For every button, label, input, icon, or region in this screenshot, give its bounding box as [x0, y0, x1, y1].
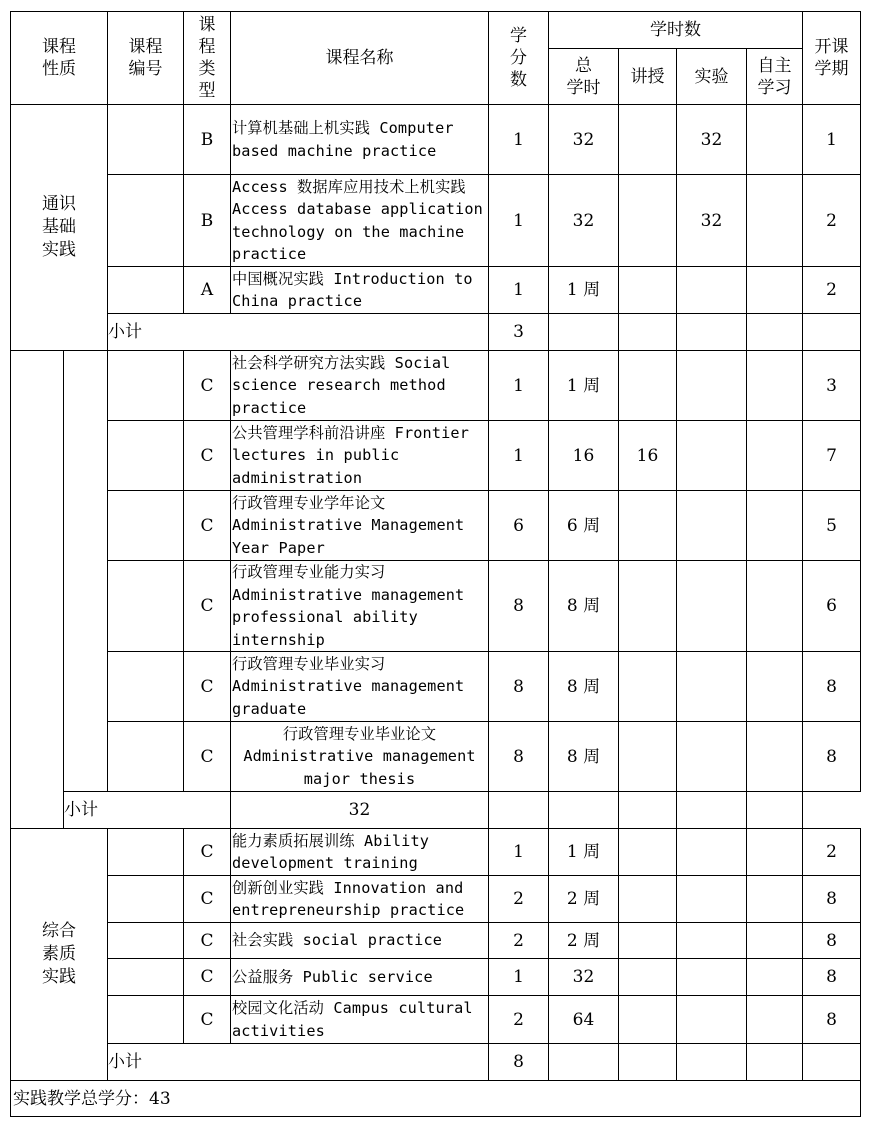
header-lecture: 讲授	[619, 49, 677, 105]
course-credits: 1	[489, 829, 549, 876]
subtotal-empty-cell	[677, 1044, 747, 1081]
course-self-study-hours	[747, 722, 803, 792]
course-self-study-hours	[747, 829, 803, 876]
course-type: C	[184, 561, 231, 652]
course-code	[108, 421, 184, 491]
course-name: 社会实践 social practice	[231, 923, 489, 959]
course-total-hours: 2 周	[549, 923, 619, 959]
course-type: B	[184, 175, 231, 267]
subtotal-empty-cell	[677, 314, 747, 351]
course-self-study-hours	[747, 351, 803, 421]
header-experiment: 实验	[677, 49, 747, 105]
course-credits: 1	[489, 267, 549, 314]
course-type: B	[184, 105, 231, 175]
course-experiment-hours	[677, 829, 747, 876]
course-credits: 8	[489, 722, 549, 792]
course-lecture-hours	[619, 105, 677, 175]
course-code	[108, 923, 184, 959]
course-credits: 1	[489, 175, 549, 267]
course-name: 中国概况实践 Introduction to China practice	[231, 267, 489, 314]
course-name: 公益服务 Public service	[231, 959, 489, 996]
subtotal-empty-cell	[489, 792, 549, 829]
course-total-hours: 8 周	[549, 561, 619, 652]
course-row	[11, 175, 861, 267]
course-self-study-hours	[747, 267, 803, 314]
course-code	[108, 829, 184, 876]
course-row	[11, 267, 861, 314]
course-code	[108, 561, 184, 652]
course-name: 公共管理学科前沿讲座 Frontier lectures in public administration	[231, 421, 489, 491]
course-lecture-hours	[619, 351, 677, 421]
course-code	[108, 267, 184, 314]
subtotal-credits: 3	[489, 314, 549, 351]
course-type: C	[184, 421, 231, 491]
course-total-hours: 2 周	[549, 876, 619, 923]
course-name: 行政管理专业能力实习 Administrative management professional ability internship	[231, 561, 489, 652]
course-lecture-hours	[619, 561, 677, 652]
subtotal-label: 小计	[108, 1044, 489, 1081]
course-lecture-hours	[619, 829, 677, 876]
course-self-study-hours	[747, 421, 803, 491]
course-name: Access 数据库应用技术上机实践 Access database application technology on the machine practice	[231, 175, 489, 267]
section-nature-cell	[11, 351, 64, 829]
course-credits: 8	[489, 561, 549, 652]
course-semester: 6	[803, 561, 861, 652]
course-self-study-hours	[747, 652, 803, 722]
header-course-name: 课程名称	[231, 12, 489, 105]
practice-curriculum-sheet	[10, 11, 861, 1117]
course-credits: 1	[489, 959, 549, 996]
course-row	[11, 105, 861, 175]
header-credits	[489, 12, 549, 105]
course-self-study-hours	[747, 561, 803, 652]
course-self-study-hours	[747, 876, 803, 923]
subtotal-empty-cell	[619, 792, 677, 829]
course-type: C	[184, 652, 231, 722]
course-type: C	[184, 996, 231, 1044]
subtotal-empty-cell	[747, 314, 803, 351]
course-name: 行政管理专业学年论文 Administrative Management Year Paper	[231, 491, 489, 561]
course-lecture-hours	[619, 959, 677, 996]
subtotal-row	[11, 792, 861, 829]
section-nature-subcell	[64, 351, 108, 792]
subtotal-empty-cell	[747, 792, 803, 829]
header-course-code: 课程 编号	[108, 12, 184, 105]
course-experiment-hours	[677, 652, 747, 722]
course-row	[11, 959, 861, 996]
course-total-hours: 6 周	[549, 491, 619, 561]
header-credits-text: 学分数	[510, 26, 527, 90]
course-semester: 1	[803, 105, 861, 175]
total-practice-credits: 实践教学总学分：43	[11, 1081, 861, 1117]
course-self-study-hours	[747, 996, 803, 1044]
subtotal-empty-cell	[803, 314, 861, 351]
course-lecture-hours	[619, 923, 677, 959]
course-total-hours: 16	[549, 421, 619, 491]
header-course-type-text: 课程类型	[198, 15, 216, 101]
course-experiment-hours	[677, 351, 747, 421]
course-total-hours: 1 周	[549, 267, 619, 314]
course-code	[108, 996, 184, 1044]
course-code	[108, 105, 184, 175]
course-semester: 8	[803, 923, 861, 959]
course-total-hours: 64	[549, 996, 619, 1044]
course-lecture-hours	[619, 996, 677, 1044]
course-row	[11, 351, 861, 421]
header-hours-group: 学时数	[549, 12, 803, 49]
course-lecture-hours: 16	[619, 421, 677, 491]
subtotal-row	[11, 314, 861, 351]
header-self-study: 自主 学习	[747, 49, 803, 105]
course-semester: 8	[803, 996, 861, 1044]
course-credits: 1	[489, 421, 549, 491]
course-row	[11, 561, 861, 652]
course-name: 行政管理专业毕业实习 Administrative management graduate	[231, 652, 489, 722]
course-lecture-hours	[619, 722, 677, 792]
subtotal-empty-cell	[619, 1044, 677, 1081]
course-name: 行政管理专业毕业论文 Administrative management major thesis	[231, 722, 489, 792]
course-credits: 2	[489, 996, 549, 1044]
course-type: C	[184, 829, 231, 876]
course-type: C	[184, 959, 231, 996]
course-code	[108, 959, 184, 996]
header-semester: 开课 学期	[803, 12, 861, 105]
course-experiment-hours	[677, 561, 747, 652]
course-row	[11, 923, 861, 959]
course-row	[11, 421, 861, 491]
course-total-hours: 8 周	[549, 722, 619, 792]
course-semester: 2	[803, 175, 861, 267]
course-semester: 8	[803, 722, 861, 792]
course-credits: 2	[489, 876, 549, 923]
subtotal-row	[11, 1044, 861, 1081]
practice-curriculum-table	[10, 11, 861, 1117]
subtotal-credits: 8	[489, 1044, 549, 1081]
course-self-study-hours	[747, 959, 803, 996]
course-total-hours: 32	[549, 175, 619, 267]
course-credits: 1	[489, 351, 549, 421]
course-experiment-hours	[677, 722, 747, 792]
course-credits: 6	[489, 491, 549, 561]
course-experiment-hours: 32	[677, 175, 747, 267]
section-nature: 综合 素质 实践	[11, 829, 108, 1081]
course-semester: 5	[803, 491, 861, 561]
course-self-study-hours	[747, 491, 803, 561]
course-semester: 3	[803, 351, 861, 421]
subtotal-empty-cell	[549, 792, 619, 829]
course-lecture-hours	[619, 175, 677, 267]
course-code	[108, 175, 184, 267]
subtotal-empty-cell	[549, 314, 619, 351]
course-row	[11, 829, 861, 876]
course-code	[108, 351, 184, 421]
course-total-hours: 1 周	[549, 829, 619, 876]
header-total-hours: 总 学时	[549, 49, 619, 105]
course-type: C	[184, 491, 231, 561]
subtotal-credits: 32	[231, 792, 489, 829]
subtotal-empty-cell	[747, 1044, 803, 1081]
course-experiment-hours	[677, 996, 747, 1044]
course-type: C	[184, 876, 231, 923]
subtotal-empty-cell	[619, 314, 677, 351]
course-name: 校园文化活动 Campus cultural activities	[231, 996, 489, 1044]
course-experiment-hours	[677, 876, 747, 923]
subtotal-empty-cell	[677, 792, 747, 829]
course-lecture-hours	[619, 876, 677, 923]
course-row	[11, 722, 861, 792]
course-lecture-hours	[619, 652, 677, 722]
course-experiment-hours	[677, 267, 747, 314]
course-name: 能力素质拓展训练 Ability development training	[231, 829, 489, 876]
course-experiment-hours	[677, 959, 747, 996]
course-code	[108, 876, 184, 923]
course-total-hours: 1 周	[549, 351, 619, 421]
course-code	[108, 722, 184, 792]
course-semester: 2	[803, 829, 861, 876]
course-total-hours: 8 周	[549, 652, 619, 722]
course-row	[11, 652, 861, 722]
subtotal-label: 小计	[108, 314, 489, 351]
subtotal-empty-cell	[549, 1044, 619, 1081]
course-semester: 8	[803, 652, 861, 722]
course-row	[11, 876, 861, 923]
course-self-study-hours	[747, 105, 803, 175]
course-lecture-hours	[619, 491, 677, 561]
subtotal-label: 小计	[64, 792, 231, 829]
header-course-type	[184, 12, 231, 105]
course-name: 社会科学研究方法实践 Social science research method practice	[231, 351, 489, 421]
course-credits: 8	[489, 652, 549, 722]
course-code	[108, 491, 184, 561]
course-type: C	[184, 722, 231, 792]
course-semester: 2	[803, 267, 861, 314]
course-semester: 8	[803, 959, 861, 996]
course-self-study-hours	[747, 175, 803, 267]
course-semester: 8	[803, 876, 861, 923]
course-total-hours: 32	[549, 959, 619, 996]
course-type: A	[184, 267, 231, 314]
course-credits: 2	[489, 923, 549, 959]
course-self-study-hours	[747, 923, 803, 959]
course-lecture-hours	[619, 267, 677, 314]
header-course-nature: 课程 性质	[11, 12, 108, 105]
course-code	[108, 652, 184, 722]
course-name: 创新创业实践 Innovation and entrepreneurship practice	[231, 876, 489, 923]
course-name: 计算机基础上机实践 Computer based machine practice	[231, 105, 489, 175]
course-row	[11, 996, 861, 1044]
course-experiment-hours	[677, 421, 747, 491]
course-experiment-hours	[677, 491, 747, 561]
course-type: C	[184, 351, 231, 421]
course-experiment-hours	[677, 923, 747, 959]
course-total-hours: 32	[549, 105, 619, 175]
course-credits: 1	[489, 105, 549, 175]
course-type: C	[184, 923, 231, 959]
subtotal-empty-cell	[803, 1044, 861, 1081]
course-experiment-hours: 32	[677, 105, 747, 175]
section-nature: 通识 基础 实践	[11, 105, 108, 351]
course-row	[11, 491, 861, 561]
course-semester: 7	[803, 421, 861, 491]
